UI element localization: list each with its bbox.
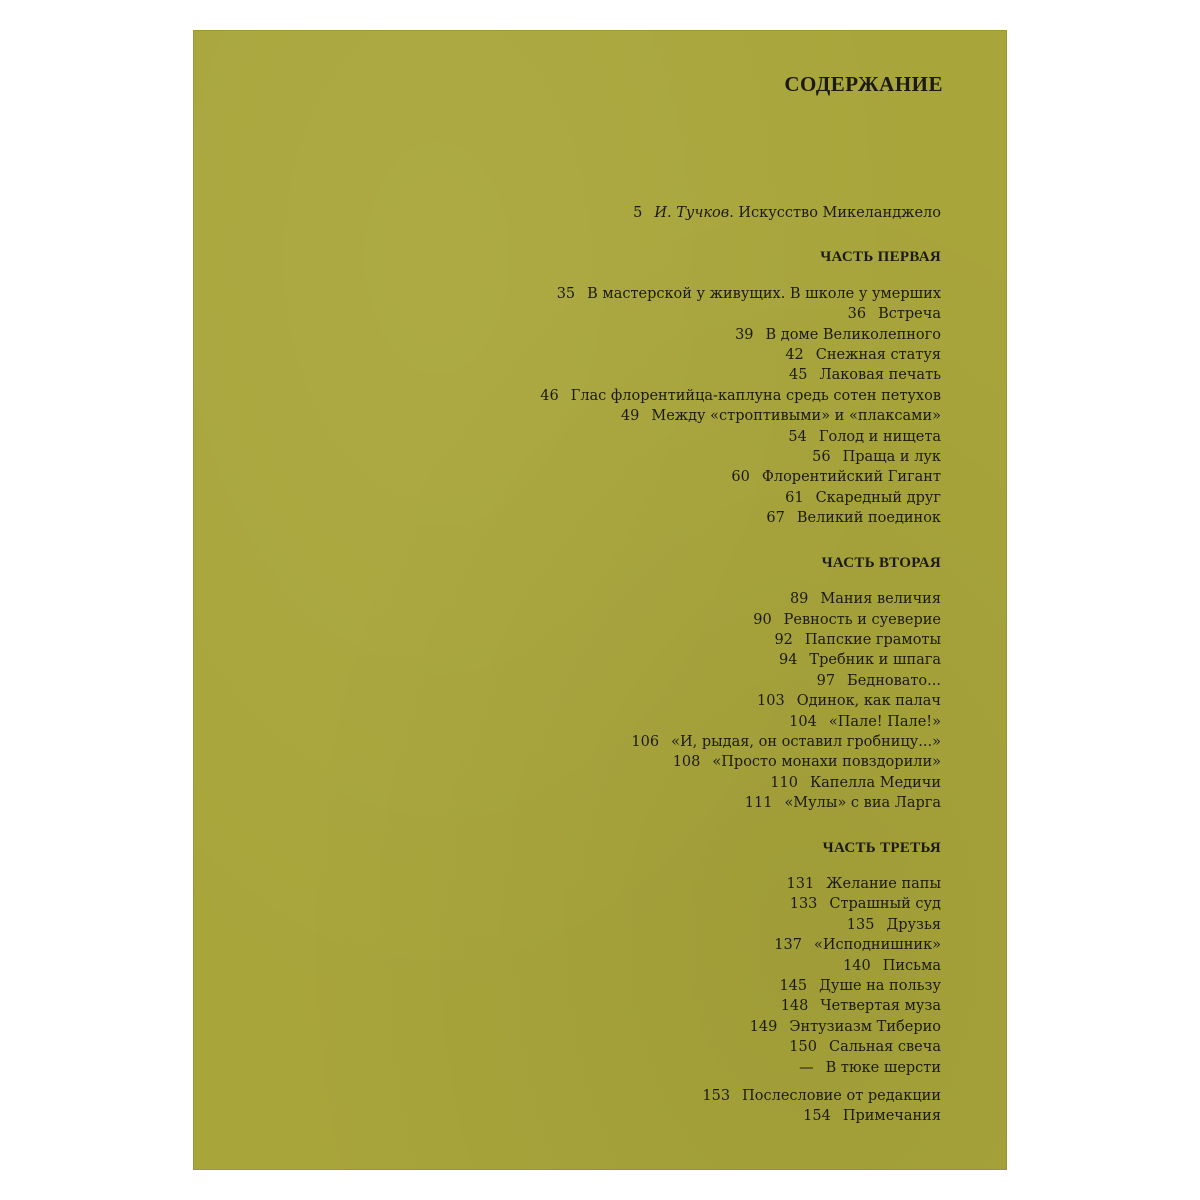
toc-page-number: 90	[753, 611, 772, 628]
toc-page-number: 89	[789, 591, 809, 608]
page-title: СОДЕРЖАНИЕ	[784, 72, 943, 96]
toc-page-number: 45	[789, 367, 808, 384]
toc-entry-title: «И, рыдая, он оставил гробницу...»	[671, 733, 941, 750]
toc-entry-title: Требник и шпага	[809, 652, 941, 669]
toc-entry-title: «Просто монахи повздорили»	[712, 754, 941, 771]
toc-page-number: —	[799, 1059, 814, 1076]
toc-entry	[341, 325, 941, 345]
toc-entry	[341, 712, 941, 732]
toc-entry-title: Снежная статуя	[815, 347, 941, 364]
part-2-entries	[341, 589, 941, 813]
toc-page-number: 131	[786, 875, 815, 892]
toc-page-number: 92	[774, 631, 793, 648]
toc-entry	[341, 671, 941, 691]
toc-entry	[341, 630, 941, 650]
toc-entry-title: Ревность и суеверие	[783, 611, 941, 628]
toc-page-number: 5	[633, 205, 643, 221]
toc-entry-title: Страшный суд	[829, 896, 941, 913]
toc-entry-title: Глас флорентийца-каплуна средь сотен петухов	[570, 387, 941, 404]
toc-intro-entry	[341, 203, 941, 223]
toc-page-number: 97	[816, 672, 836, 689]
toc-entry-title: Одинок, как палач	[796, 693, 941, 710]
toc-entry	[341, 1086, 941, 1106]
part-3-entries	[341, 874, 941, 1078]
part-heading-2: ЧАСТЬ ВТОРАЯ	[821, 554, 941, 571]
toc-entry	[341, 345, 941, 365]
toc-page-number: 61	[785, 489, 804, 506]
toc-entry	[341, 488, 941, 508]
toc-page-number: 54	[788, 428, 807, 445]
toc-entry	[341, 650, 941, 670]
toc-entry	[341, 427, 941, 447]
book-page	[193, 30, 1007, 1170]
toc-page-number: 150	[789, 1039, 817, 1056]
toc-page-number: 153	[702, 1088, 731, 1105]
toc-entry	[341, 304, 941, 324]
toc-page-number: 108	[672, 754, 701, 771]
toc-page-number: 137	[774, 937, 802, 954]
toc-page-number: 35	[556, 285, 576, 302]
toc-author: И. Тучков	[654, 205, 730, 221]
toc-entry	[341, 406, 941, 426]
toc-entry	[341, 935, 941, 955]
toc-entry-title: Капелла Медичи	[809, 774, 941, 791]
toc-entry-title: Примечания	[842, 1108, 941, 1125]
toc-entry-title: . Искусство Микеланджело	[729, 205, 941, 221]
toc-page-number: 106	[631, 733, 660, 750]
toc-page-number: 39	[735, 326, 754, 343]
toc-entry	[341, 752, 941, 772]
table-of-contents	[341, 203, 941, 1127]
toc-entry-title: Энтузиазм Тиберио	[789, 1018, 941, 1035]
toc-entry	[341, 386, 941, 406]
toc-entry-title: Бедновато...	[847, 672, 941, 689]
toc-entry	[341, 1037, 941, 1057]
toc-entry-title: В доме Великолепного	[765, 326, 941, 343]
toc-entry	[341, 956, 941, 976]
toc-entry-title: Сальная свеча	[828, 1039, 941, 1056]
toc-entry-title: Послесловие от редакции	[742, 1088, 941, 1105]
toc-page-number: 56	[812, 449, 831, 466]
toc-entry	[341, 691, 941, 711]
toc-entry-title: Голод и нищета	[818, 428, 941, 445]
toc-entry-title: Великий поединок	[796, 510, 941, 527]
toc-entry	[341, 732, 941, 752]
closing-entries	[341, 1086, 941, 1127]
toc-entry-title: Папские грамоты	[804, 631, 941, 648]
toc-entry-title: Письма	[882, 957, 941, 974]
toc-entry	[341, 365, 941, 385]
toc-page-number: 110	[770, 774, 798, 791]
toc-page-number: 49	[620, 408, 640, 425]
toc-page-number: 135	[846, 916, 875, 933]
toc-entry	[341, 284, 941, 304]
toc-entry-title: «Исподнишник»	[813, 937, 941, 954]
toc-page-number: 111	[744, 795, 773, 812]
toc-entry	[341, 976, 941, 996]
toc-page-number: 104	[789, 713, 817, 730]
toc-entry-title: Лаковая печать	[819, 367, 941, 384]
toc-entry-title: Друзья	[886, 916, 941, 933]
toc-entry-title: Флорентийский Гигант	[761, 469, 941, 486]
toc-page-number: 42	[785, 347, 804, 364]
toc-entry-title: Четвертая муза	[820, 998, 941, 1015]
part-heading-3: ЧАСТЬ ТРЕТЬЯ	[822, 839, 941, 856]
toc-entry	[341, 874, 941, 894]
toc-page-number: 103	[757, 693, 785, 710]
toc-entry-title: В тюке шерсти	[825, 1059, 941, 1076]
toc-entry-title: Желание папы	[826, 875, 941, 892]
toc-page-number: 154	[803, 1108, 831, 1125]
toc-entry	[341, 1017, 941, 1037]
toc-page-number: 67	[766, 510, 785, 527]
toc-entry	[341, 508, 941, 528]
toc-page-number: 149	[749, 1018, 778, 1035]
toc-entry-title: «Пале! Пале!»	[828, 713, 941, 730]
toc-entry-title: Мания величия	[820, 591, 941, 608]
toc-entry-title: Скаредный друг	[815, 489, 941, 506]
toc-entry	[341, 894, 941, 914]
toc-page-number: 46	[540, 387, 559, 404]
part-heading-1: ЧАСТЬ ПЕРВАЯ	[820, 249, 941, 266]
toc-page-number: 145	[779, 978, 808, 994]
toc-entry-title: «Мулы» с виа Ларга	[784, 795, 941, 812]
toc-entry	[341, 996, 941, 1016]
toc-entry	[341, 1058, 941, 1078]
toc-page-number: 36	[847, 306, 867, 323]
toc-entry	[341, 447, 941, 467]
toc-entry-title: Праща и лук	[842, 449, 941, 466]
toc-page-number: 94	[778, 652, 798, 669]
toc-entry	[341, 467, 941, 487]
toc-entry	[341, 1106, 941, 1126]
toc-entry	[341, 915, 941, 935]
toc-entry	[341, 589, 941, 609]
toc-entry	[341, 610, 941, 630]
part-1-entries	[341, 284, 941, 529]
toc-entry-title: Между «строптивыми» и «плаксами»	[651, 408, 941, 425]
toc-entry-title: Душе на пользу	[819, 978, 941, 994]
toc-entry-title: В мастерской у живущих. В школе у умерших	[587, 285, 941, 302]
toc-entry	[341, 773, 941, 793]
toc-page-number: 140	[843, 957, 871, 974]
toc-page-number: 133	[789, 896, 818, 913]
toc-page-number: 60	[731, 469, 750, 486]
toc-page-number: 148	[780, 998, 809, 1015]
toc-entry	[341, 793, 941, 813]
toc-entry-title: Встреча	[878, 306, 941, 323]
